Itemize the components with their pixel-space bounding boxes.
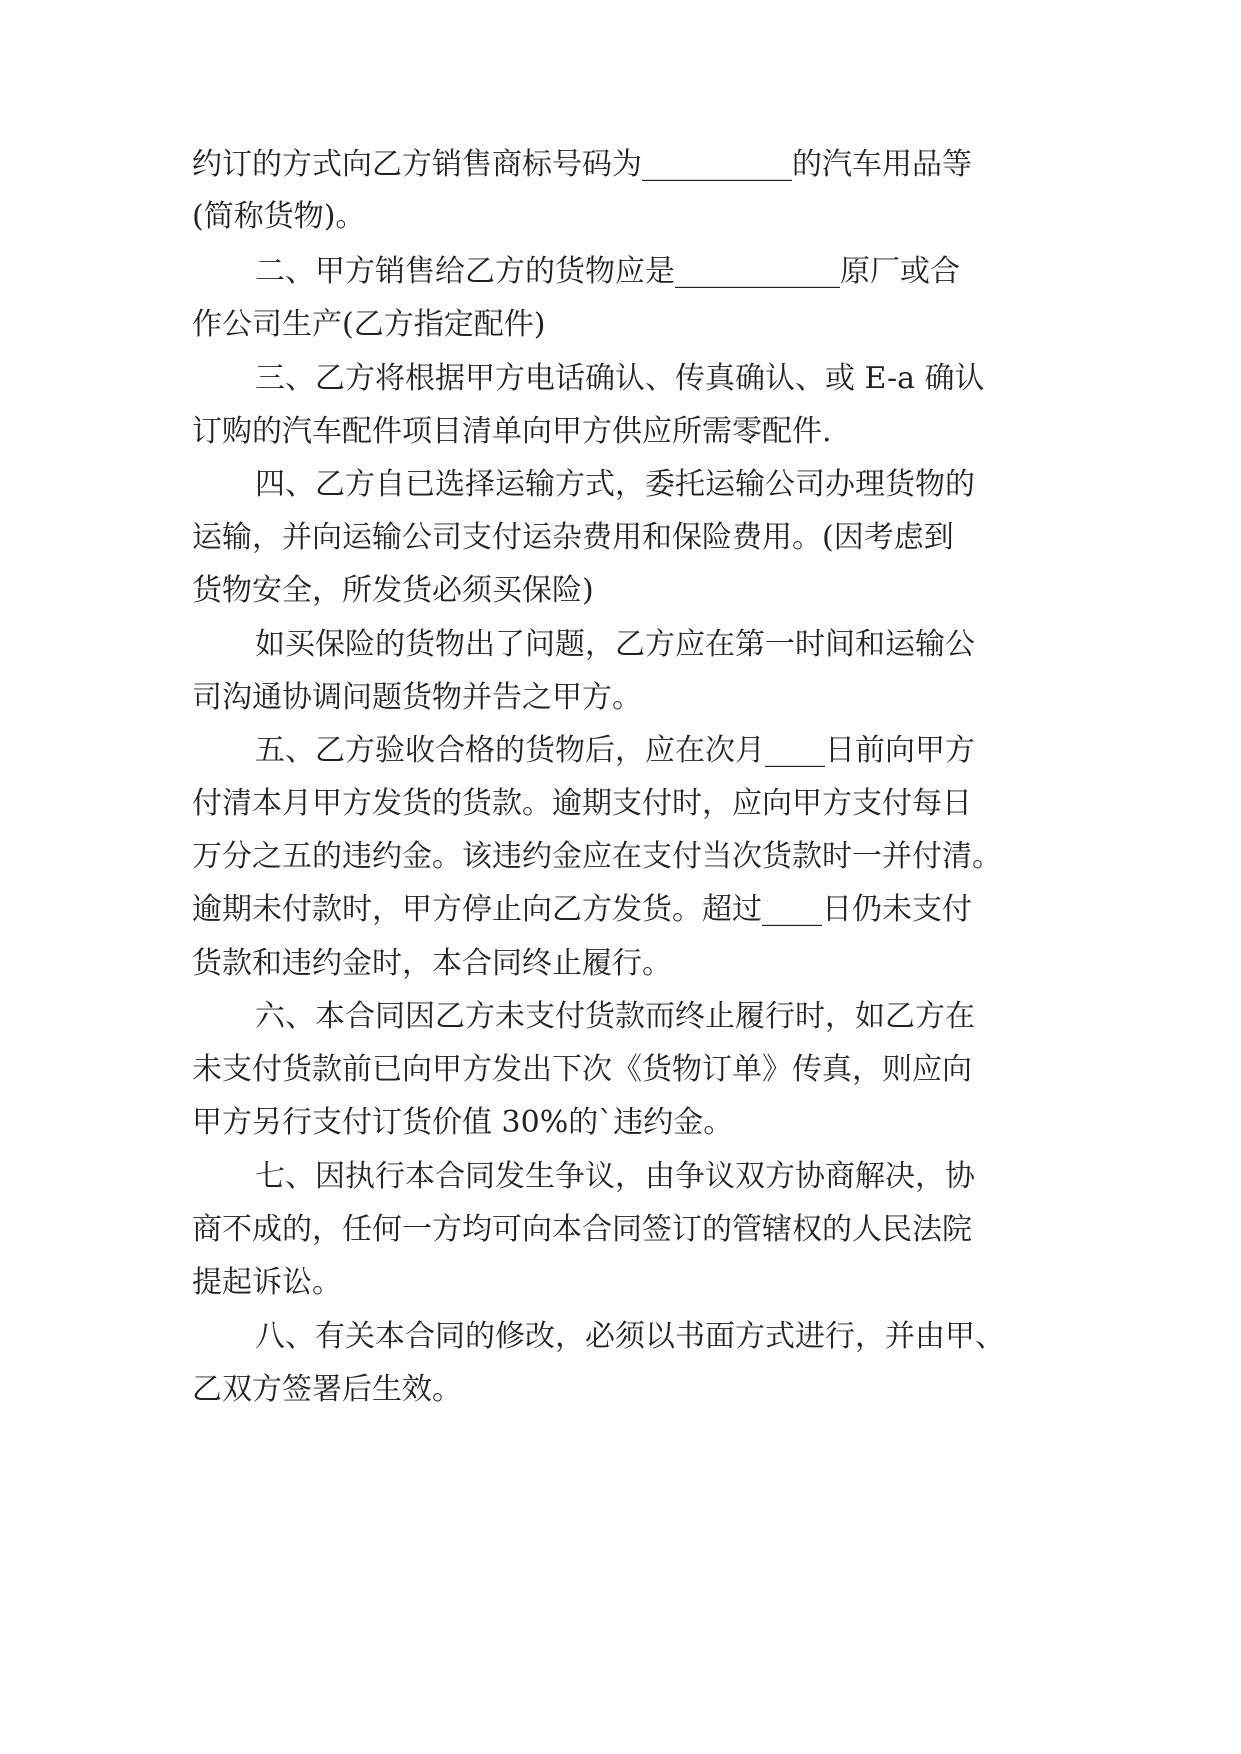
- text-line: 七、因执行本合同发生争议，由争议双方协商解决，协: [255, 1159, 975, 1194]
- text-line: 约订的方式向乙方销售商标号码为__________的汽车用品等: [192, 147, 972, 182]
- text-line: 逾期未付款时，甲方停止向乙方发货。超过____日仍未支付: [192, 892, 972, 927]
- text-line: 五、乙方验收合格的货物后，应在次月____日前向甲方: [255, 733, 975, 768]
- text-line: 四、乙方自已选择运输方式，委托运输公司办理货物的: [255, 467, 975, 502]
- text-line: (简称货物)。: [192, 199, 366, 234]
- text-line: 甲方另行支付订货价值 30%的`违约金。: [192, 1105, 734, 1140]
- text-line: 乙双方签署后生效。: [192, 1372, 462, 1407]
- text-line: 万分之五的违约金。该违约金应在支付当次货款时一并付清。: [192, 839, 1002, 874]
- text-line: 二、甲方销售给乙方的货物应是___________原厂或合: [255, 254, 960, 289]
- text-line: 三、乙方将根据甲方电话确认、传真确认、或 E-a 确认: [255, 361, 985, 396]
- text-line: 如买保险的货物出了问题，乙方应在第一时间和运输公: [255, 627, 975, 662]
- text-line: 八、有关本合同的修改，必须以书面方式进行，并由甲、: [255, 1319, 1005, 1354]
- text-line: 商不成的，任何一方均可向本合同签订的管辖权的人民法院: [192, 1212, 972, 1247]
- text-line: 未支付货款前已向甲方发出下次《货物订单》传真，则应向: [192, 1052, 972, 1087]
- text-line: 作公司生产(乙方指定配件): [192, 307, 546, 342]
- text-line: 货款和违约金时，本合同终止履行。: [192, 946, 672, 981]
- text-line: 提起诉讼。: [192, 1265, 342, 1300]
- text-line: 司沟通协调问题货物并告之甲方。: [192, 680, 642, 715]
- text-line: 货物安全，所发货必须买保险): [192, 573, 594, 608]
- text-line: 运输，并向运输公司支付运杂费用和保险费用。(因考虑到: [192, 520, 954, 555]
- text-line: 六、本合同因乙方未支付货款而终止履行时，如乙方在: [255, 999, 975, 1034]
- text-line: 订购的汽车配件项目清单向甲方供应所需零配件.: [192, 414, 832, 449]
- text-line: 付清本月甲方发货的货款。逾期支付时，应向甲方支付每日: [192, 786, 972, 821]
